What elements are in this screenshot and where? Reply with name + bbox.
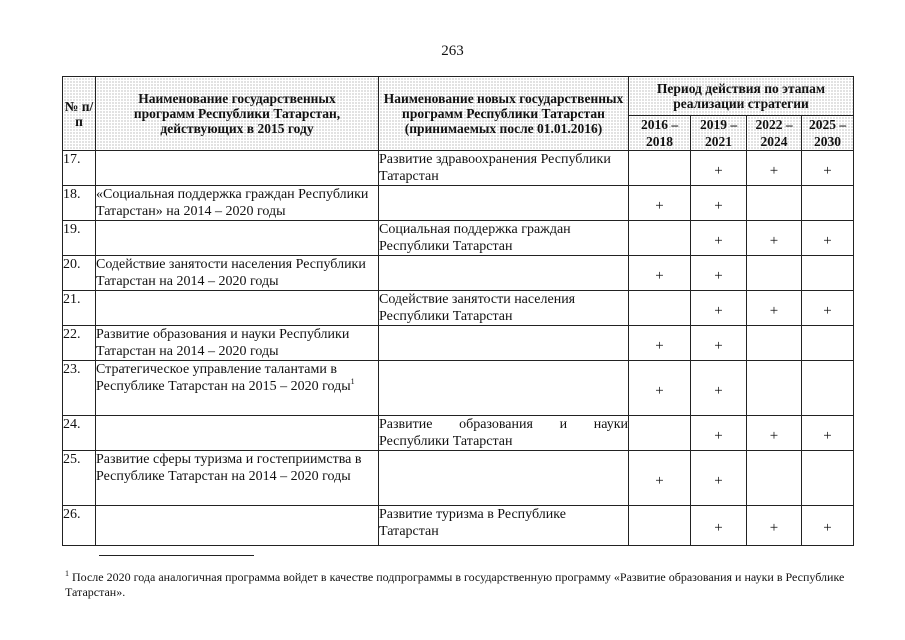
period-mark: [802, 361, 854, 416]
period-mark: +: [802, 506, 854, 546]
row-number: 19.: [63, 221, 96, 256]
period-mark: +: [747, 221, 802, 256]
row-number: 18.: [63, 186, 96, 221]
period-mark: [629, 506, 691, 546]
period-mark: +: [691, 326, 747, 361]
footnote-separator: [99, 555, 254, 556]
new-program-cell: Социальная поддержка граждан Республики Татарстан: [379, 221, 629, 256]
period-mark: [629, 291, 691, 326]
period-mark: +: [747, 291, 802, 326]
footnote-text: После 2020 года аналогичная программа войдет в качестве подпрограммы в государственную программу «Развитие образования и науки в Республике Татарстан».: [65, 570, 845, 599]
header-year-2016-2018: 2016 – 2018: [629, 116, 691, 151]
new-program-cell: Содействие занятости населения Республики Татарстан: [379, 291, 629, 326]
table-row: [63, 361, 854, 416]
period-mark: +: [691, 416, 747, 451]
footnote-marker: 1: [65, 569, 69, 578]
header-num: № п/п: [63, 77, 96, 151]
table-row: [63, 291, 854, 326]
new-program-cell: [379, 361, 629, 416]
header-current-programs: Наименование государственных программ Республики Татарстан, действующих в 2015 году: [96, 77, 379, 151]
row-number: 25.: [63, 451, 96, 506]
table-row: [63, 186, 854, 221]
period-mark: +: [747, 506, 802, 546]
current-program-cell: [96, 291, 379, 326]
current-program-cell: Развитие образования и науки Республики Татарстан на 2014 – 2020 годы: [96, 326, 379, 361]
new-program-cell: [379, 451, 629, 506]
row-number: 17.: [63, 151, 96, 186]
page-number: 263: [441, 43, 464, 59]
table-row: [63, 451, 854, 506]
period-mark: +: [691, 151, 747, 186]
header-new-programs: Наименование новых государственных программ Республики Татарстан (принимаемых после 01.01.2016): [379, 77, 629, 151]
new-program-cell: [379, 186, 629, 221]
header-year-2022-2024: 2022 – 2024: [747, 116, 802, 151]
period-mark: +: [629, 361, 691, 416]
period-mark: [747, 326, 802, 361]
footnote-ref: 1: [350, 377, 355, 386]
period-mark: [747, 256, 802, 291]
period-mark: +: [802, 291, 854, 326]
new-program-cell: [379, 256, 629, 291]
period-mark: [802, 326, 854, 361]
new-program-cell: [379, 326, 629, 361]
header-year-2019-2021: 2019 – 2021: [691, 116, 747, 151]
row-number: 21.: [63, 291, 96, 326]
table-row: [63, 326, 854, 361]
current-program-text: Стратегическое управление талантами в Республике Татарстан на 2015 – 2020 годы: [96, 362, 351, 394]
period-mark: +: [691, 186, 747, 221]
period-mark: +: [691, 361, 747, 416]
row-number: 26.: [63, 506, 96, 546]
new-program-cell: Развитие здравоохранения Республики Татарстан: [379, 151, 629, 186]
current-program-cell: [96, 151, 379, 186]
header-period: Период действия по этапам реализации стратегии: [629, 77, 854, 116]
header-year-2025-2030: 2025 – 2030: [802, 116, 854, 151]
period-mark: [629, 221, 691, 256]
period-mark: +: [691, 256, 747, 291]
period-mark: +: [747, 151, 802, 186]
table-row: [63, 506, 854, 546]
period-mark: +: [629, 451, 691, 506]
new-program-cell: Развитие образования и науки Республики Татарстан: [379, 417, 628, 449]
table-row: [63, 151, 854, 186]
period-mark: [802, 256, 854, 291]
current-program-cell: Развитие сферы туризма и гостеприимства в Республике Татарстан на 2014 – 2020 годы: [96, 451, 379, 506]
period-mark: [747, 186, 802, 221]
current-program-cell: [96, 506, 379, 546]
table-row: [63, 256, 854, 291]
period-mark: +: [629, 186, 691, 221]
footnote: [65, 570, 855, 600]
period-mark: [747, 451, 802, 506]
current-program-cell: Содействие занятости населения Республики Татарстан на 2014 – 2020 годы: [96, 256, 379, 291]
table-row: [63, 416, 854, 451]
period-mark: +: [629, 256, 691, 291]
period-mark: +: [747, 416, 802, 451]
new-program-cell: Развитие туризма в Республике Татарстан: [379, 506, 629, 546]
row-number: 20.: [63, 256, 96, 291]
current-program-cell: [96, 416, 379, 451]
period-mark: +: [802, 221, 854, 256]
current-program-cell: «Социальная поддержка граждан Республики Татарстан» на 2014 – 2020 годы: [96, 186, 379, 221]
row-number: 24.: [63, 416, 96, 451]
programs-table: [62, 76, 854, 546]
period-mark: +: [629, 326, 691, 361]
period-mark: [747, 361, 802, 416]
period-mark: [629, 151, 691, 186]
period-mark: [802, 451, 854, 506]
period-mark: +: [691, 506, 747, 546]
period-mark: +: [691, 451, 747, 506]
period-mark: [802, 186, 854, 221]
period-mark: +: [691, 291, 747, 326]
current-program-cell: [96, 221, 379, 256]
row-number: 23.: [63, 361, 96, 416]
period-mark: +: [802, 151, 854, 186]
period-mark: +: [691, 221, 747, 256]
table-row: [63, 221, 854, 256]
period-mark: +: [802, 416, 854, 451]
row-number: 22.: [63, 326, 96, 361]
period-mark: [629, 416, 691, 451]
current-program-cell: [96, 361, 379, 416]
